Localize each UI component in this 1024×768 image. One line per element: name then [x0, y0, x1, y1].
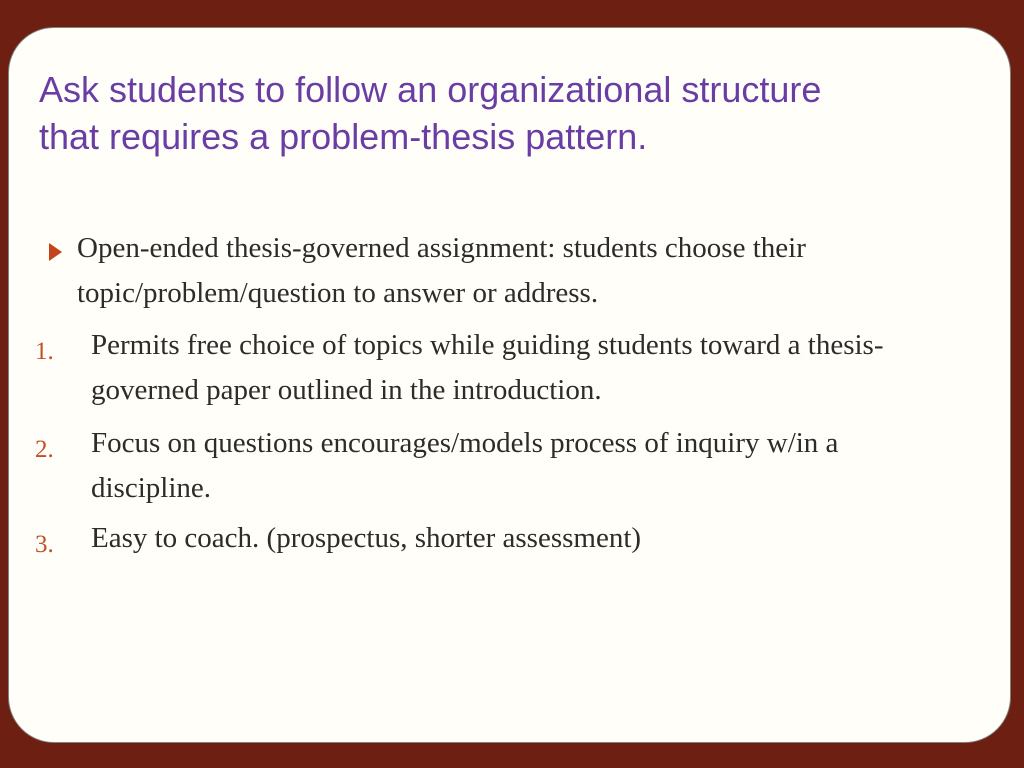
numbered-item-3 [9, 516, 989, 561]
bullet-item [9, 226, 969, 316]
slide-title: Ask students to follow an organizational structure that requires a problem-thesis pattern. [39, 69, 822, 157]
item-text: Easy to coach. (prospectus, shorter assessment) [91, 522, 642, 554]
bullet-text: Open-ended thesis-governed assignment: students choose their topic/problem/question to answer or address. [77, 232, 806, 309]
bullet-arrow-icon [49, 243, 62, 261]
item-text: Permits free choice of topics while guiding students toward a thesis- governed paper outlined in the introduction. [91, 329, 884, 406]
item-number: 3. [35, 531, 54, 558]
numbered-item-2 [9, 421, 989, 511]
numbered-item-1 [9, 323, 989, 413]
item-number: 2. [35, 436, 54, 463]
item-text: Focus on questions encourages/models process of inquiry w/in a discipline. [91, 427, 839, 504]
item-number: 1. [35, 338, 54, 365]
slide [8, 27, 1011, 743]
